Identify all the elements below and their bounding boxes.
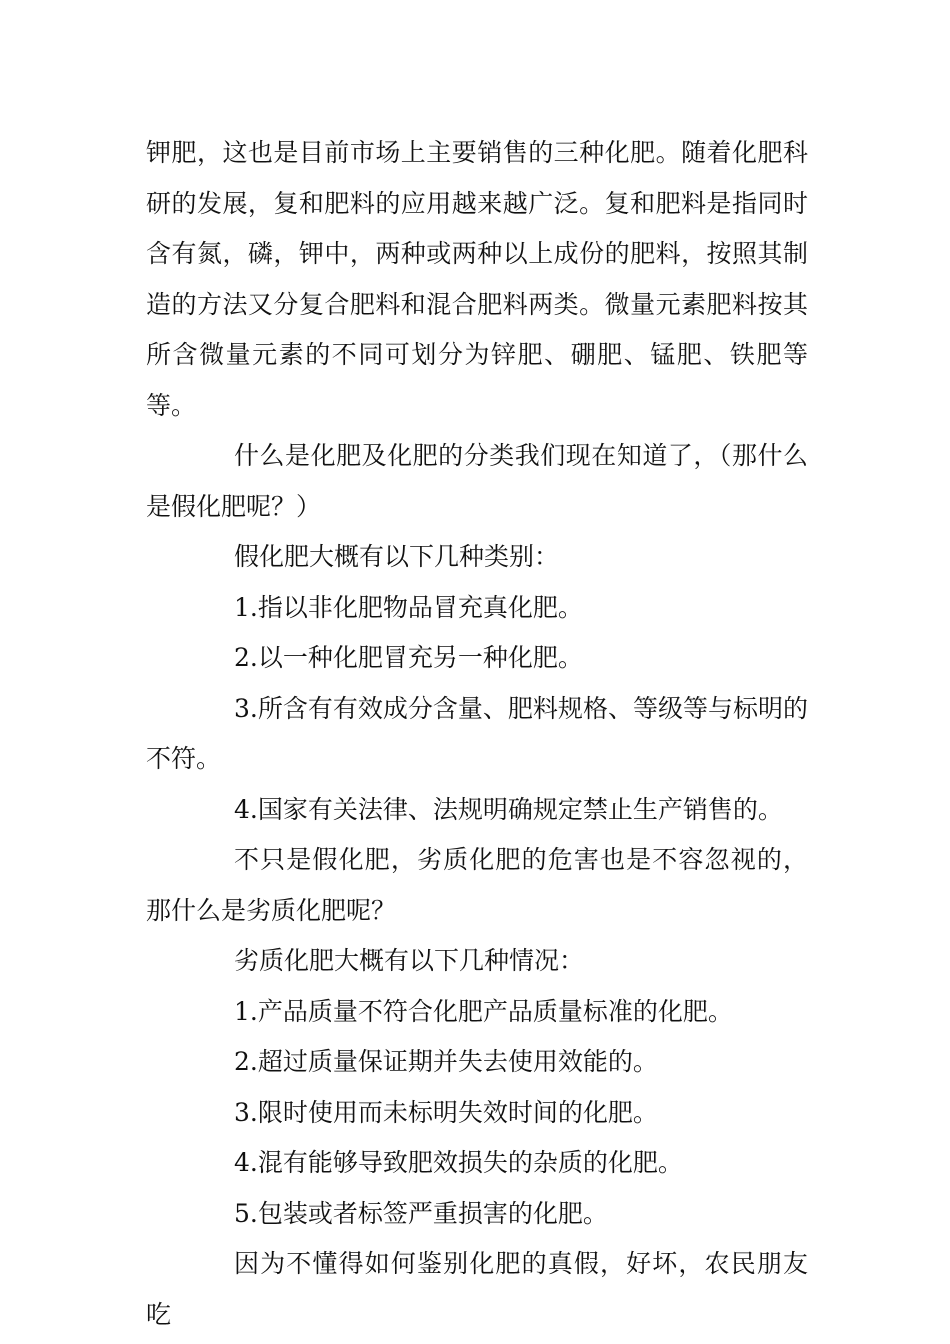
list-item-fake-2: 2.以一种化肥冒充另一种化肥。: [234, 643, 583, 672]
list-item-inferior-3: 3.限时使用而未标明失效时间的化肥。: [234, 1097, 658, 1127]
list-item-inferior-4: 4.混有能够导致肥效损失的杂质的化肥。: [234, 1148, 683, 1177]
list-item-fake-3: 3.所含有有效成分含量、肥料规格、等级等与标明的不符。: [146, 693, 808, 773]
paragraph-conclusion: 因为不懂得如何鉴别化肥的真假，好坏，农民朋友吃: [146, 1249, 808, 1329]
paragraph-fertilizer-types: 钾肥，这也是目前市场上主要销售的三种化肥。随着化肥科研的发展，复和肥料的应用越来越广泛。复和肥料是指同时含有氮，磷，钾中，两种或两种以上成份的肥料，按照其制造的方法又分复合肥料和混合肥料两类。微量元素肥料按其所含微量元素的不同可划分为锌肥、硼肥、锰肥、铁肥等等。: [146, 138, 808, 420]
list-item-inferior-2: 2.超过质量保证期并失去使用效能的。: [234, 1047, 658, 1076]
paragraph-what-is-fake: 什么是化肥及化肥的分类我们现在知道了，（那什么是假化肥呢？）: [146, 441, 808, 521]
paragraph-inferior-heading: 劣质化肥大概有以下几种情况：: [234, 946, 585, 975]
list-item-fake-1: 1.指以非化肥物品冒充真化肥。: [234, 592, 583, 622]
list-item-fake-4: 4.国家有关法律、法规明确规定禁止生产销售的。: [234, 794, 783, 824]
list-item-inferior-5: 5.包装或者标签严重损害的化肥。: [234, 1198, 608, 1228]
list-item-inferior-1: 1.产品质量不符合化肥产品质量标准的化肥。: [234, 996, 733, 1026]
paragraph-fake-categories-heading: 假化肥大概有以下几种类别：: [234, 542, 560, 571]
paragraph-what-is-inferior: 不只是假化肥，劣质化肥的危害也是不容忽视的，那什么是劣质化肥呢？: [146, 845, 808, 925]
document-body: [146, 128, 808, 1340]
